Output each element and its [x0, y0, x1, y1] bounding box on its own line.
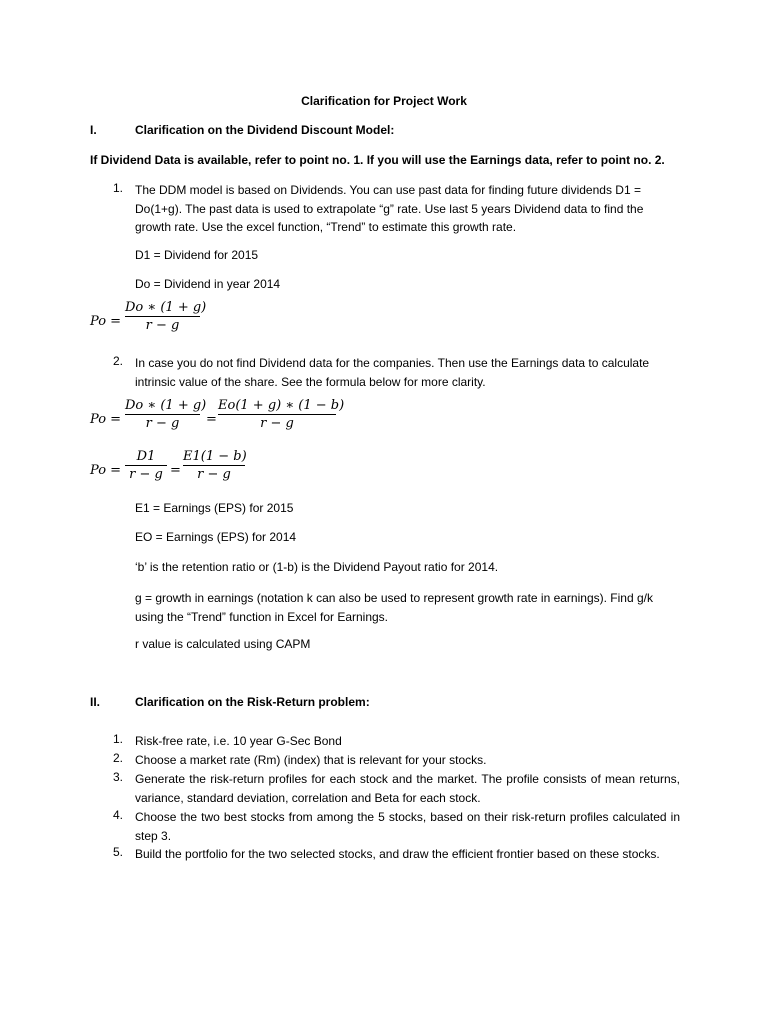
point-1-number: 1. [113, 181, 124, 195]
fraction-bar [218, 414, 336, 415]
b-definition: ‘b’ is the retention ratio or (1-b) is the Dividend Payout ratio for 2014. [135, 560, 499, 574]
section-2-heading: Clarification on the Risk-Return problem: [135, 695, 370, 709]
formula-2 [90, 398, 350, 442]
formula-2-numerator-1: Do ∗ (1 + g) [125, 398, 207, 413]
list-item-number: 4. [113, 808, 124, 822]
formula-3-numerator-1: D1 [136, 449, 156, 464]
g-definition: g = growth in earnings (notation k can also be used to represent growth rate in earnings). Find g/k using the “Trend” function in Excel for Earnings. [135, 591, 653, 624]
formula-2-lhs: Po = [90, 412, 122, 427]
fraction-bar [125, 316, 200, 317]
formula-2-equals: = [206, 412, 217, 427]
list-item-text: Choose a market rate (Rm) (index) that is relevant for your stocks. [135, 753, 487, 767]
list-item-text: Build the portfolio for the two selected stocks, and draw the efficient frontier based on these stocks. [135, 847, 660, 861]
list-item-text: Generate the risk-return profiles for each stock and the market. The profile consists of mean returns, variance, standard deviation, correlation and Beta for each stock. [135, 772, 680, 805]
e1-definition: E1 = Earnings (EPS) for 2015 [135, 501, 294, 515]
do-definition: Do = Dividend in year 2014 [135, 277, 281, 291]
list-item-text: Choose the two best stocks from among the 5 stocks, based on their risk-return profiles calculated in step 3. [135, 810, 680, 843]
list-item-number: 3. [113, 770, 124, 784]
formula-3 [90, 449, 250, 493]
point-1-text: The DDM model is based on Dividends. You can use past data for finding future dividends D1 = Do(1+g). The past data is used to extrapolate “g” rate. Use last 5 years Dividend data to find the growth rate. Use the excel function, “Trend” to estimate this growth rate. [135, 183, 644, 235]
d1-definition: D1 = Dividend for 2015 [135, 248, 259, 262]
formula-3-numerator-2: E1(1 − b) [183, 449, 247, 464]
fraction-bar [125, 414, 200, 415]
list-item-number: 2. [113, 751, 124, 765]
point-2-text: In case you do not find Dividend data for the companies. Then use the Earnings data to calculate intrinsic value of the share. See the formula below for more clarity. [135, 356, 650, 389]
formula-2-fraction-1 [125, 398, 207, 431]
fraction-bar [183, 465, 245, 466]
list-item-number: 1. [113, 732, 124, 746]
formula-3-equals: = [170, 463, 181, 478]
formula-3-denominator-1: r − g [129, 467, 163, 482]
formula-2-numerator-2: Eo(1 + g) ∗ (1 − b) [218, 398, 345, 413]
point-2-number: 2. [113, 354, 124, 368]
fraction-bar [125, 465, 167, 466]
section-1-numeral: I. [90, 123, 97, 137]
document-title: Clarification for Project Work [301, 94, 467, 108]
section-1-heading: Clarification on the Dividend Discount Model: [135, 123, 395, 137]
section-2-numeral: II. [90, 695, 101, 709]
formula-3-lhs: Po = [90, 463, 122, 478]
formula-3-denominator-2: r − g [197, 467, 231, 482]
formula-2-denominator-2: r − g [260, 416, 294, 431]
formula-1-numerator: Do ∗ (1 + g) [125, 300, 207, 315]
formula-3-fraction-1 [125, 449, 167, 482]
formula-1 [90, 300, 230, 344]
formula-1-fraction [125, 300, 207, 333]
formula-1-lhs: Po = [90, 314, 122, 329]
list-item-number: 5. [113, 845, 124, 859]
formula-2-fraction-2 [218, 398, 345, 431]
list-item-text: Risk-free rate, i.e. 10 year G-Sec Bond [135, 734, 342, 748]
formula-1-denominator: r − g [145, 318, 180, 333]
e0-definition: EO = Earnings (EPS) for 2014 [135, 530, 297, 544]
formula-3-fraction-2 [183, 449, 245, 482]
formula-2-denominator-1: r − g [145, 416, 180, 431]
section-1-intro: If Dividend Data is available, refer to point no. 1. If you will use the Earnings data, refer to point no. 2. [90, 153, 665, 167]
r-definition: r value is calculated using CAPM [135, 637, 311, 651]
